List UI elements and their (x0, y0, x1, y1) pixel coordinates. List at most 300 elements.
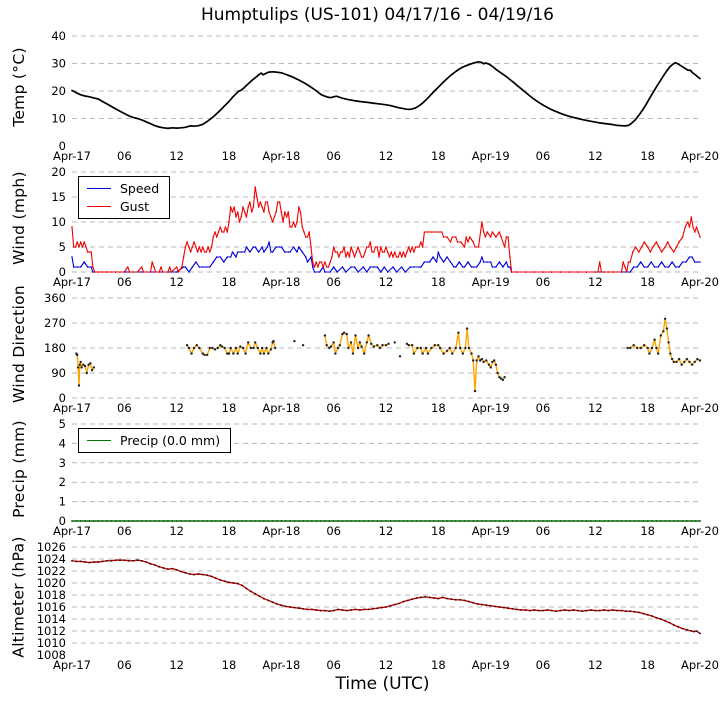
wind-marker (511, 271, 513, 273)
precip-marker (342, 520, 344, 522)
wind-marker (401, 256, 403, 258)
altimeter-x-tick-label: 12 (588, 658, 603, 672)
wind-marker (143, 271, 145, 273)
altimeter-marker (355, 609, 357, 611)
altimeter-marker (294, 607, 296, 609)
altimeter-x-tick-label: 18 (221, 658, 237, 672)
wind-marker (73, 266, 75, 268)
altimeter-marker (621, 610, 623, 612)
wind-marker (364, 251, 366, 253)
wind-marker (500, 236, 502, 238)
precip-marker (656, 520, 658, 522)
precip-x-tick-label: 06 (117, 524, 132, 538)
altimeter-marker (625, 610, 627, 612)
wind-marker (195, 261, 197, 263)
altimeter-marker (446, 598, 448, 600)
temp-x-tick-label: 12 (588, 149, 603, 163)
wind-direction-marker (468, 347, 470, 349)
precip-marker (433, 520, 435, 522)
wind-marker (465, 236, 467, 238)
wind-marker (658, 246, 660, 248)
wind-marker (399, 251, 401, 253)
wind-marker (599, 261, 601, 263)
gust-legend-label: Gust (120, 199, 150, 214)
wind-marker (418, 266, 420, 268)
temp-y-tick-label: 0 (58, 139, 66, 153)
wind-marker (486, 231, 488, 233)
precip-marker (673, 520, 675, 522)
wind-direction-marker (257, 347, 259, 349)
wind-marker (249, 251, 251, 253)
altimeter-marker (215, 577, 217, 579)
precip-marker (699, 520, 701, 522)
speed-legend-label: Speed (120, 181, 160, 196)
altimeter-marker (442, 597, 444, 599)
wind-marker (296, 221, 298, 223)
altimeter-marker (403, 601, 405, 603)
altimeter-marker (390, 605, 392, 607)
wind-marker (188, 246, 190, 248)
wind-marker (258, 206, 260, 208)
altimeter-marker (89, 562, 91, 564)
wind-marker (371, 251, 373, 253)
wind-marker (628, 261, 630, 263)
wind-marker (467, 261, 469, 263)
wind-marker (268, 241, 270, 243)
wind-marker (124, 271, 126, 273)
wind-marker (424, 261, 426, 263)
wind-marker (424, 231, 426, 233)
precip-marker (403, 520, 405, 522)
wind-marker (328, 266, 330, 268)
altimeter-y-tick-label: 1012 (36, 624, 66, 638)
wind-y-tick-label: 20 (51, 165, 66, 179)
wind-marker (286, 216, 288, 218)
wind-marker (349, 256, 351, 258)
precip-marker (281, 520, 283, 522)
altimeter-y-tick-label: 1024 (36, 552, 66, 566)
altimeter-marker (455, 599, 457, 601)
altimeter-marker (586, 610, 588, 612)
wind-marker (206, 251, 208, 253)
precip-marker (464, 520, 466, 522)
altimeter-x-tick-label: Apr-17 (53, 658, 91, 672)
wind-marker (335, 251, 337, 253)
wind-marker (340, 251, 342, 253)
altimeter-marker (254, 593, 256, 595)
wind-marker (336, 271, 338, 273)
wind-direction-marker (186, 344, 188, 346)
wind-direction-marker (293, 340, 295, 342)
precip-marker (272, 520, 274, 522)
wind-direction-y-tick-label: 270 (44, 316, 66, 330)
precip-marker (124, 520, 126, 522)
wind-marker (171, 271, 173, 273)
wind-marker (279, 246, 281, 248)
wind-marker (450, 241, 452, 243)
wind-direction-marker (209, 347, 211, 349)
wind-marker (429, 261, 431, 263)
precip-marker (468, 520, 470, 522)
wind-marker (146, 271, 148, 273)
wind-direction-marker (694, 361, 696, 363)
altimeter-marker (516, 609, 518, 611)
wind-marker (261, 206, 263, 208)
precip-marker (564, 520, 566, 522)
precip-marker (302, 520, 304, 522)
altimeter-marker (385, 606, 387, 608)
wind-direction-marker (477, 355, 479, 357)
wind-direction-chart (0, 284, 725, 416)
wind-marker (90, 266, 92, 268)
wind-marker (366, 271, 368, 273)
wind-direction-marker (664, 318, 666, 320)
wind-marker (427, 261, 429, 263)
wind-marker (417, 246, 419, 248)
wind-marker (469, 236, 471, 238)
wind-marker (352, 251, 354, 253)
altimeter-x-tick-label: 06 (535, 658, 551, 672)
wind-marker (418, 246, 420, 248)
precip-marker (76, 520, 78, 522)
wind-marker (150, 271, 152, 273)
wind-marker (377, 266, 379, 268)
wind-marker (472, 266, 474, 268)
altimeter-marker (612, 609, 614, 611)
wind-marker (195, 246, 197, 248)
wind-direction-marker (370, 343, 372, 345)
precip-marker (198, 520, 200, 522)
wind-marker (85, 246, 87, 248)
wind-direction-marker (217, 347, 219, 349)
wind-marker (464, 266, 466, 268)
wind-direction-marker (381, 344, 383, 346)
wind-direction-marker (503, 376, 505, 378)
wind-marker (694, 261, 696, 263)
precip-y-axis-label: Precip (mm) (10, 419, 28, 518)
wind-marker (319, 271, 321, 273)
precip-marker (355, 520, 357, 522)
wind-marker (345, 271, 347, 273)
wind-direction-marker (373, 345, 375, 347)
wind-marker (178, 271, 180, 273)
wind-marker (404, 271, 406, 273)
altimeter-marker (634, 611, 636, 613)
wind-marker (347, 251, 349, 253)
wind-marker (668, 266, 670, 268)
wind-marker (209, 251, 211, 253)
wind-marker (321, 261, 323, 263)
altimeter-marker (363, 609, 365, 611)
wind-y-tick-label: 15 (51, 190, 66, 204)
wind-direction-x-tick-label: Apr-17 (53, 401, 91, 415)
precip-marker (93, 520, 95, 522)
wind-marker (329, 271, 331, 273)
precip-marker (298, 520, 300, 522)
precip-marker (233, 520, 235, 522)
wind-direction-marker (221, 345, 223, 347)
wind-marker (636, 266, 638, 268)
precip-marker (263, 520, 265, 522)
altimeter-marker (359, 609, 361, 611)
wind-marker (233, 206, 235, 208)
wind-marker (312, 261, 314, 263)
wind-direction-marker (242, 347, 244, 349)
wind-marker (119, 271, 121, 273)
wind-marker (441, 231, 443, 233)
wind-direction-marker (474, 390, 476, 392)
altimeter-marker (250, 591, 252, 593)
wind-direction-marker (483, 361, 485, 363)
precip-marker (691, 520, 693, 522)
wind-marker (288, 251, 290, 253)
precip-y-tick-label: 3 (58, 455, 66, 470)
precip-marker (311, 520, 313, 522)
wind-direction-marker (399, 355, 401, 357)
wind-marker (329, 261, 331, 263)
wind-marker (406, 251, 408, 253)
wind-marker (413, 266, 415, 268)
wind-marker (102, 271, 104, 273)
wind-marker (692, 226, 694, 228)
wind-marker (622, 261, 624, 263)
precip-legend-item (87, 433, 220, 448)
wind-marker (192, 246, 194, 248)
altimeter-marker (128, 560, 130, 562)
wind-marker (397, 256, 399, 258)
wind-direction-marker (188, 347, 190, 349)
altimeter-plot-svg (0, 536, 725, 673)
precip-marker (503, 520, 505, 522)
wind-marker (384, 266, 386, 268)
wind-marker (577, 271, 579, 273)
wind-marker (230, 206, 232, 208)
wind-marker (635, 246, 637, 248)
wind-marker (504, 246, 506, 248)
altimeter-marker (594, 610, 596, 612)
precip-x-tick-label: Apr-17 (53, 524, 91, 538)
wind-marker (366, 246, 368, 248)
wind-marker (432, 256, 434, 258)
altimeter-marker (106, 560, 108, 562)
wind-marker (291, 226, 293, 228)
wind-direction-marker (683, 361, 685, 363)
altimeter-marker (538, 610, 540, 612)
precip-marker (137, 520, 139, 522)
precip-marker (390, 520, 392, 522)
precip-marker (285, 520, 287, 522)
wind-marker (274, 216, 276, 218)
precip-marker (150, 520, 152, 522)
altimeter-marker (137, 559, 139, 561)
wind-marker (261, 246, 263, 248)
wind-marker (279, 201, 281, 203)
altimeter-marker (429, 597, 431, 599)
temp-chart (0, 28, 725, 164)
wind-direction-marker (93, 366, 95, 368)
wind-direction-marker (678, 358, 680, 360)
wind-direction-marker (274, 347, 276, 349)
wind-marker (471, 266, 473, 268)
precip-x-tick-label: 12 (169, 524, 184, 538)
wind-direction-marker (203, 354, 205, 356)
wind-direction-marker (228, 352, 230, 354)
wind-direction-marker (413, 352, 415, 354)
altimeter-marker (660, 618, 662, 620)
wind-marker (652, 246, 654, 248)
wind-marker (267, 246, 269, 248)
altimeter-marker (411, 598, 413, 600)
wind-marker (197, 251, 199, 253)
precip-marker (276, 520, 278, 522)
precip-y-tick-label: 0 (58, 514, 66, 528)
precip-marker (115, 520, 117, 522)
wind-direction-marker (324, 334, 326, 336)
wind-marker (263, 251, 265, 253)
altimeter-marker (315, 609, 317, 611)
precip-marker (490, 520, 492, 522)
precip-marker (486, 520, 488, 522)
wind-marker (696, 226, 698, 228)
altimeter-marker (472, 602, 474, 604)
wind-direction-marker (434, 344, 436, 346)
wind-marker (281, 246, 283, 248)
wind-marker (459, 261, 461, 263)
altimeter-marker (350, 609, 352, 611)
precip-marker (385, 520, 387, 522)
wind-direction-marker (376, 344, 378, 346)
wind-marker (342, 266, 344, 268)
wind-marker (673, 251, 675, 253)
precip-marker (534, 520, 536, 522)
wind-marker (699, 236, 701, 238)
wind-marker (689, 226, 691, 228)
wind-marker (302, 251, 304, 253)
wind-marker (460, 241, 462, 243)
wind-direction-marker (660, 334, 662, 336)
wind-marker (71, 226, 73, 228)
altimeter-marker (599, 610, 601, 612)
precip-marker (237, 520, 239, 522)
wind-direction-marker (80, 361, 82, 363)
precip-marker (686, 520, 688, 522)
wind-marker (422, 246, 424, 248)
wind-direction-marker (394, 341, 396, 343)
wind-marker (232, 251, 234, 253)
precip-marker (211, 520, 213, 522)
wind-marker (624, 266, 626, 268)
wind-marker (495, 266, 497, 268)
wind-x-tick-label: 18 (431, 275, 446, 289)
wind-marker (502, 266, 504, 268)
altimeter-marker (93, 561, 95, 563)
wind-marker (209, 266, 211, 268)
precip-marker (586, 520, 588, 522)
wind-marker (408, 246, 410, 248)
wind-marker (682, 236, 684, 238)
altimeter-marker (416, 597, 418, 599)
altimeter-marker (241, 585, 243, 587)
direction-line (628, 319, 700, 365)
wind-marker (263, 211, 265, 213)
precip-marker (429, 520, 431, 522)
wind-marker (361, 256, 363, 258)
precip-y-tick-label: 1 (58, 494, 66, 509)
temp-x-tick-label: 06 (326, 149, 341, 163)
wind-marker (207, 246, 209, 248)
wind-direction-y-tick-label: 90 (51, 366, 66, 380)
wind-marker (80, 266, 82, 268)
wind-marker (420, 266, 422, 268)
altimeter-marker (132, 560, 134, 562)
wind-direction-marker (385, 344, 387, 346)
wind-marker (357, 246, 359, 248)
wind-direction-marker (239, 345, 241, 347)
wind-marker (612, 271, 614, 273)
wind-marker (314, 271, 316, 273)
precip-x-tick-label: 18 (640, 524, 655, 538)
precip-marker (363, 520, 365, 522)
altimeter-marker (324, 610, 326, 612)
precip-x-tick-label: 18 (431, 524, 446, 538)
wind-y-axis-label: Wind (mph) (10, 171, 28, 265)
wind-direction-marker (425, 347, 427, 349)
wind-direction-marker (261, 347, 263, 349)
precip-marker (145, 520, 147, 522)
wind-marker (254, 186, 256, 188)
wind-direction-marker (496, 372, 498, 374)
wind-direction-marker (357, 347, 359, 349)
precip-marker (612, 520, 614, 522)
wind-marker (443, 261, 445, 263)
wind-marker (141, 266, 143, 268)
wind-marker (389, 256, 391, 258)
altimeter-marker (115, 559, 117, 561)
wind-marker (356, 251, 358, 253)
precip-marker (154, 520, 156, 522)
wind-marker (436, 261, 438, 263)
wind-marker (354, 256, 356, 258)
wind-marker (492, 266, 494, 268)
wind-marker (608, 271, 610, 273)
wind-marker (308, 231, 310, 233)
altimeter-marker (577, 610, 579, 612)
precip-marker (97, 520, 99, 522)
precip-legend-label: Precip (0.0 mm) (120, 433, 221, 448)
wind-marker (73, 246, 75, 248)
wind-marker (495, 236, 497, 238)
wind-marker (506, 236, 508, 238)
wind-marker (242, 206, 244, 208)
altimeter-y-tick-label: 1020 (36, 576, 66, 590)
wind-direction-marker (427, 352, 429, 354)
wind-direction-marker (190, 352, 192, 354)
altimeter-y-tick-label: 1008 (36, 648, 66, 662)
altimeter-marker (372, 608, 374, 610)
precip-marker (677, 520, 679, 522)
wind-direction-marker (470, 352, 472, 354)
wind-marker (525, 271, 527, 273)
wind-direction-marker (464, 347, 466, 349)
precip-marker (608, 520, 610, 522)
altimeter-marker (150, 563, 152, 565)
altimeter-y-tick-label: 1022 (36, 564, 66, 578)
wind-marker (314, 266, 316, 268)
wind-marker (462, 266, 464, 268)
wind-direction-marker (439, 347, 441, 349)
wind-marker (190, 251, 192, 253)
wind-direction-x-tick-label: 06 (326, 401, 341, 415)
